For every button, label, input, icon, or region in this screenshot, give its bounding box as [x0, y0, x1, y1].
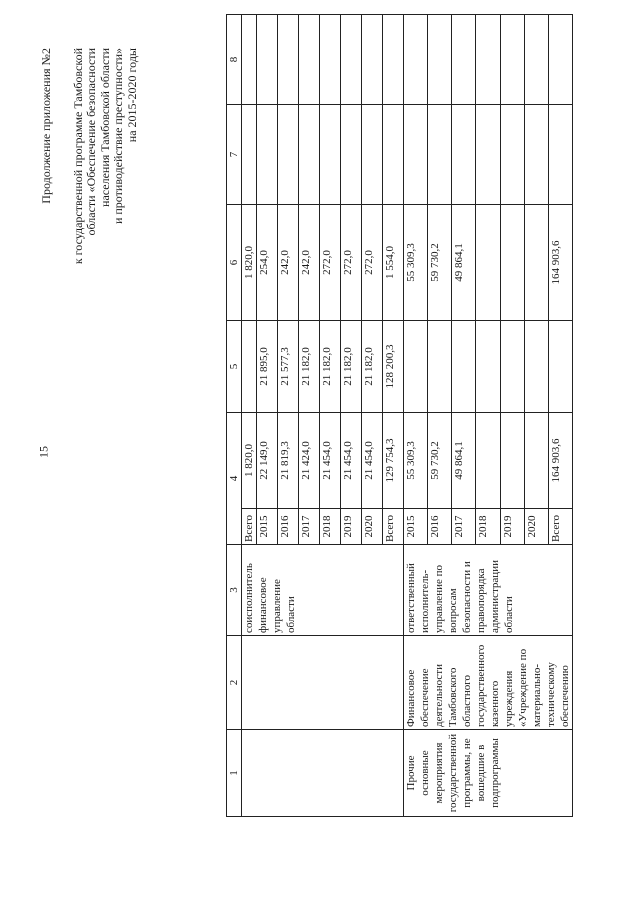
header-line: к государственной программе Тамбовской — [70, 48, 85, 265]
value-cell — [476, 15, 500, 105]
value-cell: 254,0 — [257, 205, 278, 321]
value-cell — [476, 205, 500, 321]
year-cell: Всего — [242, 509, 257, 545]
value-cell — [524, 413, 548, 509]
value-cell: 49 864,1 — [452, 205, 476, 321]
column-number: 6 — [227, 205, 242, 321]
value-cell — [299, 15, 320, 105]
value-cell: 164 903,6 — [548, 205, 572, 321]
value-cell — [242, 321, 257, 413]
program-cell-line: государственной — [447, 733, 459, 813]
value-cell — [476, 105, 500, 205]
year-cell: 2016 — [428, 509, 452, 545]
value-cell — [500, 321, 524, 413]
column-number-row — [227, 15, 242, 817]
column-number: 3 — [227, 545, 242, 636]
activity-cell-line: Финансовое — [405, 669, 417, 727]
value-cell — [404, 321, 428, 413]
value-cell — [242, 105, 257, 205]
value-cell — [383, 15, 404, 105]
executor-cell-line: соисполнитель — [243, 563, 255, 633]
executor-cell-line: вопросам — [447, 588, 459, 633]
program-cell-line: подпрограммы — [489, 738, 501, 808]
activity-cell-line: государственного — [475, 644, 487, 727]
value-cell: 21 182,0 — [341, 321, 362, 413]
activity-cell — [404, 636, 573, 730]
column-number: 7 — [227, 105, 242, 205]
value-cell: 55 309,3 — [404, 205, 428, 321]
value-cell: 272,0 — [362, 205, 383, 321]
value-cell — [242, 15, 257, 105]
activity-cell-line: Тамбовского — [447, 667, 459, 727]
year-cell: Всего — [548, 509, 572, 545]
value-cell: 21 182,0 — [320, 321, 341, 413]
executor-cell-line: исполнитель- — [419, 569, 431, 633]
activity-cell-line: деятельности — [433, 664, 445, 727]
value-cell: 1 820,0 — [242, 205, 257, 321]
year-cell: 2018 — [476, 509, 500, 545]
value-cell: 21 454,0 — [320, 413, 341, 509]
program-cell — [404, 730, 573, 817]
value-cell: 49 864,1 — [452, 413, 476, 509]
value-cell: 1 820,0 — [242, 413, 257, 509]
value-cell — [500, 413, 524, 509]
value-cell — [476, 413, 500, 509]
year-cell: 2020 — [524, 509, 548, 545]
value-cell: 272,0 — [341, 205, 362, 321]
header-line: на 2015-2020 годы — [124, 48, 139, 143]
year-cell: 2020 — [362, 509, 383, 545]
value-cell — [341, 105, 362, 205]
value-cell — [452, 105, 476, 205]
financing-table — [226, 14, 573, 817]
value-cell — [320, 105, 341, 205]
value-cell — [524, 205, 548, 321]
value-cell — [524, 321, 548, 413]
header-line: Продолжение приложения №2 — [39, 48, 53, 204]
year-cell: 2017 — [452, 509, 476, 545]
value-cell — [476, 321, 500, 413]
value-cell: 21 454,0 — [341, 413, 362, 509]
header-line: и противодействие преступности» — [111, 48, 125, 225]
value-cell: 55 309,3 — [404, 413, 428, 509]
value-cell: 21 577,3 — [278, 321, 299, 413]
activity-cell-line: обеспечение — [419, 668, 431, 727]
activity-cell-line: материально- — [531, 663, 543, 727]
value-cell: 128 200,3 — [383, 321, 404, 413]
value-cell — [500, 205, 524, 321]
year-cell: 2016 — [278, 509, 299, 545]
value-cell — [278, 105, 299, 205]
value-cell — [341, 15, 362, 105]
value-cell — [362, 15, 383, 105]
header-line: области «Обеспечение безопасности — [84, 48, 98, 236]
executor-cell-line: управление по — [433, 565, 445, 633]
page-number: 15 — [36, 446, 51, 458]
value-cell — [452, 321, 476, 413]
value-cell: 21 182,0 — [362, 321, 383, 413]
column-number: 5 — [227, 321, 242, 413]
value-cell — [404, 15, 428, 105]
value-cell — [548, 105, 572, 205]
program-cell-line: программы, не — [461, 738, 473, 808]
year-cell: 2019 — [341, 509, 362, 545]
value-cell — [299, 105, 320, 205]
executor-cell-line: безопасности и — [461, 561, 473, 633]
value-cell: 21 819,3 — [278, 413, 299, 509]
empty-cell — [242, 730, 404, 817]
column-number: 8 — [227, 15, 242, 105]
value-cell: 272,0 — [320, 205, 341, 321]
activity-cell-line: областного — [461, 674, 473, 727]
executor-cell-line: области — [285, 596, 297, 633]
activity-cell-line: казенного — [489, 680, 501, 727]
year-cell: 2018 — [320, 509, 341, 545]
activity-cell-line: техническому — [545, 662, 557, 727]
year-cell: 2019 — [500, 509, 524, 545]
value-cell — [257, 15, 278, 105]
year-cell: 2015 — [404, 509, 428, 545]
value-cell — [500, 15, 524, 105]
value-cell — [548, 321, 572, 413]
value-cell — [362, 105, 383, 205]
executor-cell-line: финансовое — [257, 577, 269, 633]
value-cell — [278, 15, 299, 105]
value-cell: 129 754,3 — [383, 413, 404, 509]
value-cell — [548, 15, 572, 105]
value-cell: 242,0 — [299, 205, 320, 321]
value-cell: 21 895,0 — [257, 321, 278, 413]
executor-cell-line: ответственный — [405, 563, 417, 633]
value-cell: 1 554,0 — [383, 205, 404, 321]
table-row — [242, 15, 257, 817]
year-cell: 2017 — [299, 509, 320, 545]
header-line: населения Тамбовской области — [97, 48, 112, 207]
column-number: 2 — [227, 636, 242, 730]
value-cell — [428, 105, 452, 205]
value-cell: 21 454,0 — [362, 413, 383, 509]
year-cell: 2015 — [257, 509, 278, 545]
program-cell-line: мероприятия — [433, 742, 445, 804]
executor-cell — [242, 545, 404, 636]
value-cell: 59 730,2 — [428, 205, 452, 321]
column-number: 4 — [227, 413, 242, 545]
value-cell — [404, 105, 428, 205]
value-cell: 21 182,0 — [299, 321, 320, 413]
activity-cell-line: «Учреждение по — [517, 648, 529, 727]
value-cell — [428, 15, 452, 105]
value-cell: 22 149,0 — [257, 413, 278, 509]
empty-cell — [242, 636, 404, 730]
value-cell — [257, 105, 278, 205]
value-cell: 21 424,0 — [299, 413, 320, 509]
program-cell-line: основные — [419, 750, 431, 796]
year-cell: Всего — [383, 509, 404, 545]
executor-cell — [404, 545, 573, 636]
value-cell — [428, 321, 452, 413]
executor-cell-line: области — [503, 596, 515, 633]
value-cell — [452, 15, 476, 105]
activity-cell-line: обеспечению — [559, 665, 571, 727]
column-number: 1 — [227, 730, 242, 817]
value-cell: 242,0 — [278, 205, 299, 321]
executor-cell-line: правопорядка — [475, 568, 487, 633]
executor-cell-line: администрации — [489, 560, 501, 633]
table-row — [404, 15, 428, 817]
appendix-header — [40, 48, 139, 264]
program-cell-line: Прочие — [405, 755, 417, 791]
value-cell — [383, 105, 404, 205]
value-cell — [500, 105, 524, 205]
value-cell — [524, 15, 548, 105]
value-cell — [524, 105, 548, 205]
program-cell-line: вошедшие в — [475, 744, 487, 802]
value-cell: 59 730,2 — [428, 413, 452, 509]
value-cell — [320, 15, 341, 105]
executor-cell-line: управление — [271, 579, 283, 633]
activity-cell-line: учреждения — [503, 670, 515, 727]
value-cell: 164 903,6 — [548, 413, 572, 509]
